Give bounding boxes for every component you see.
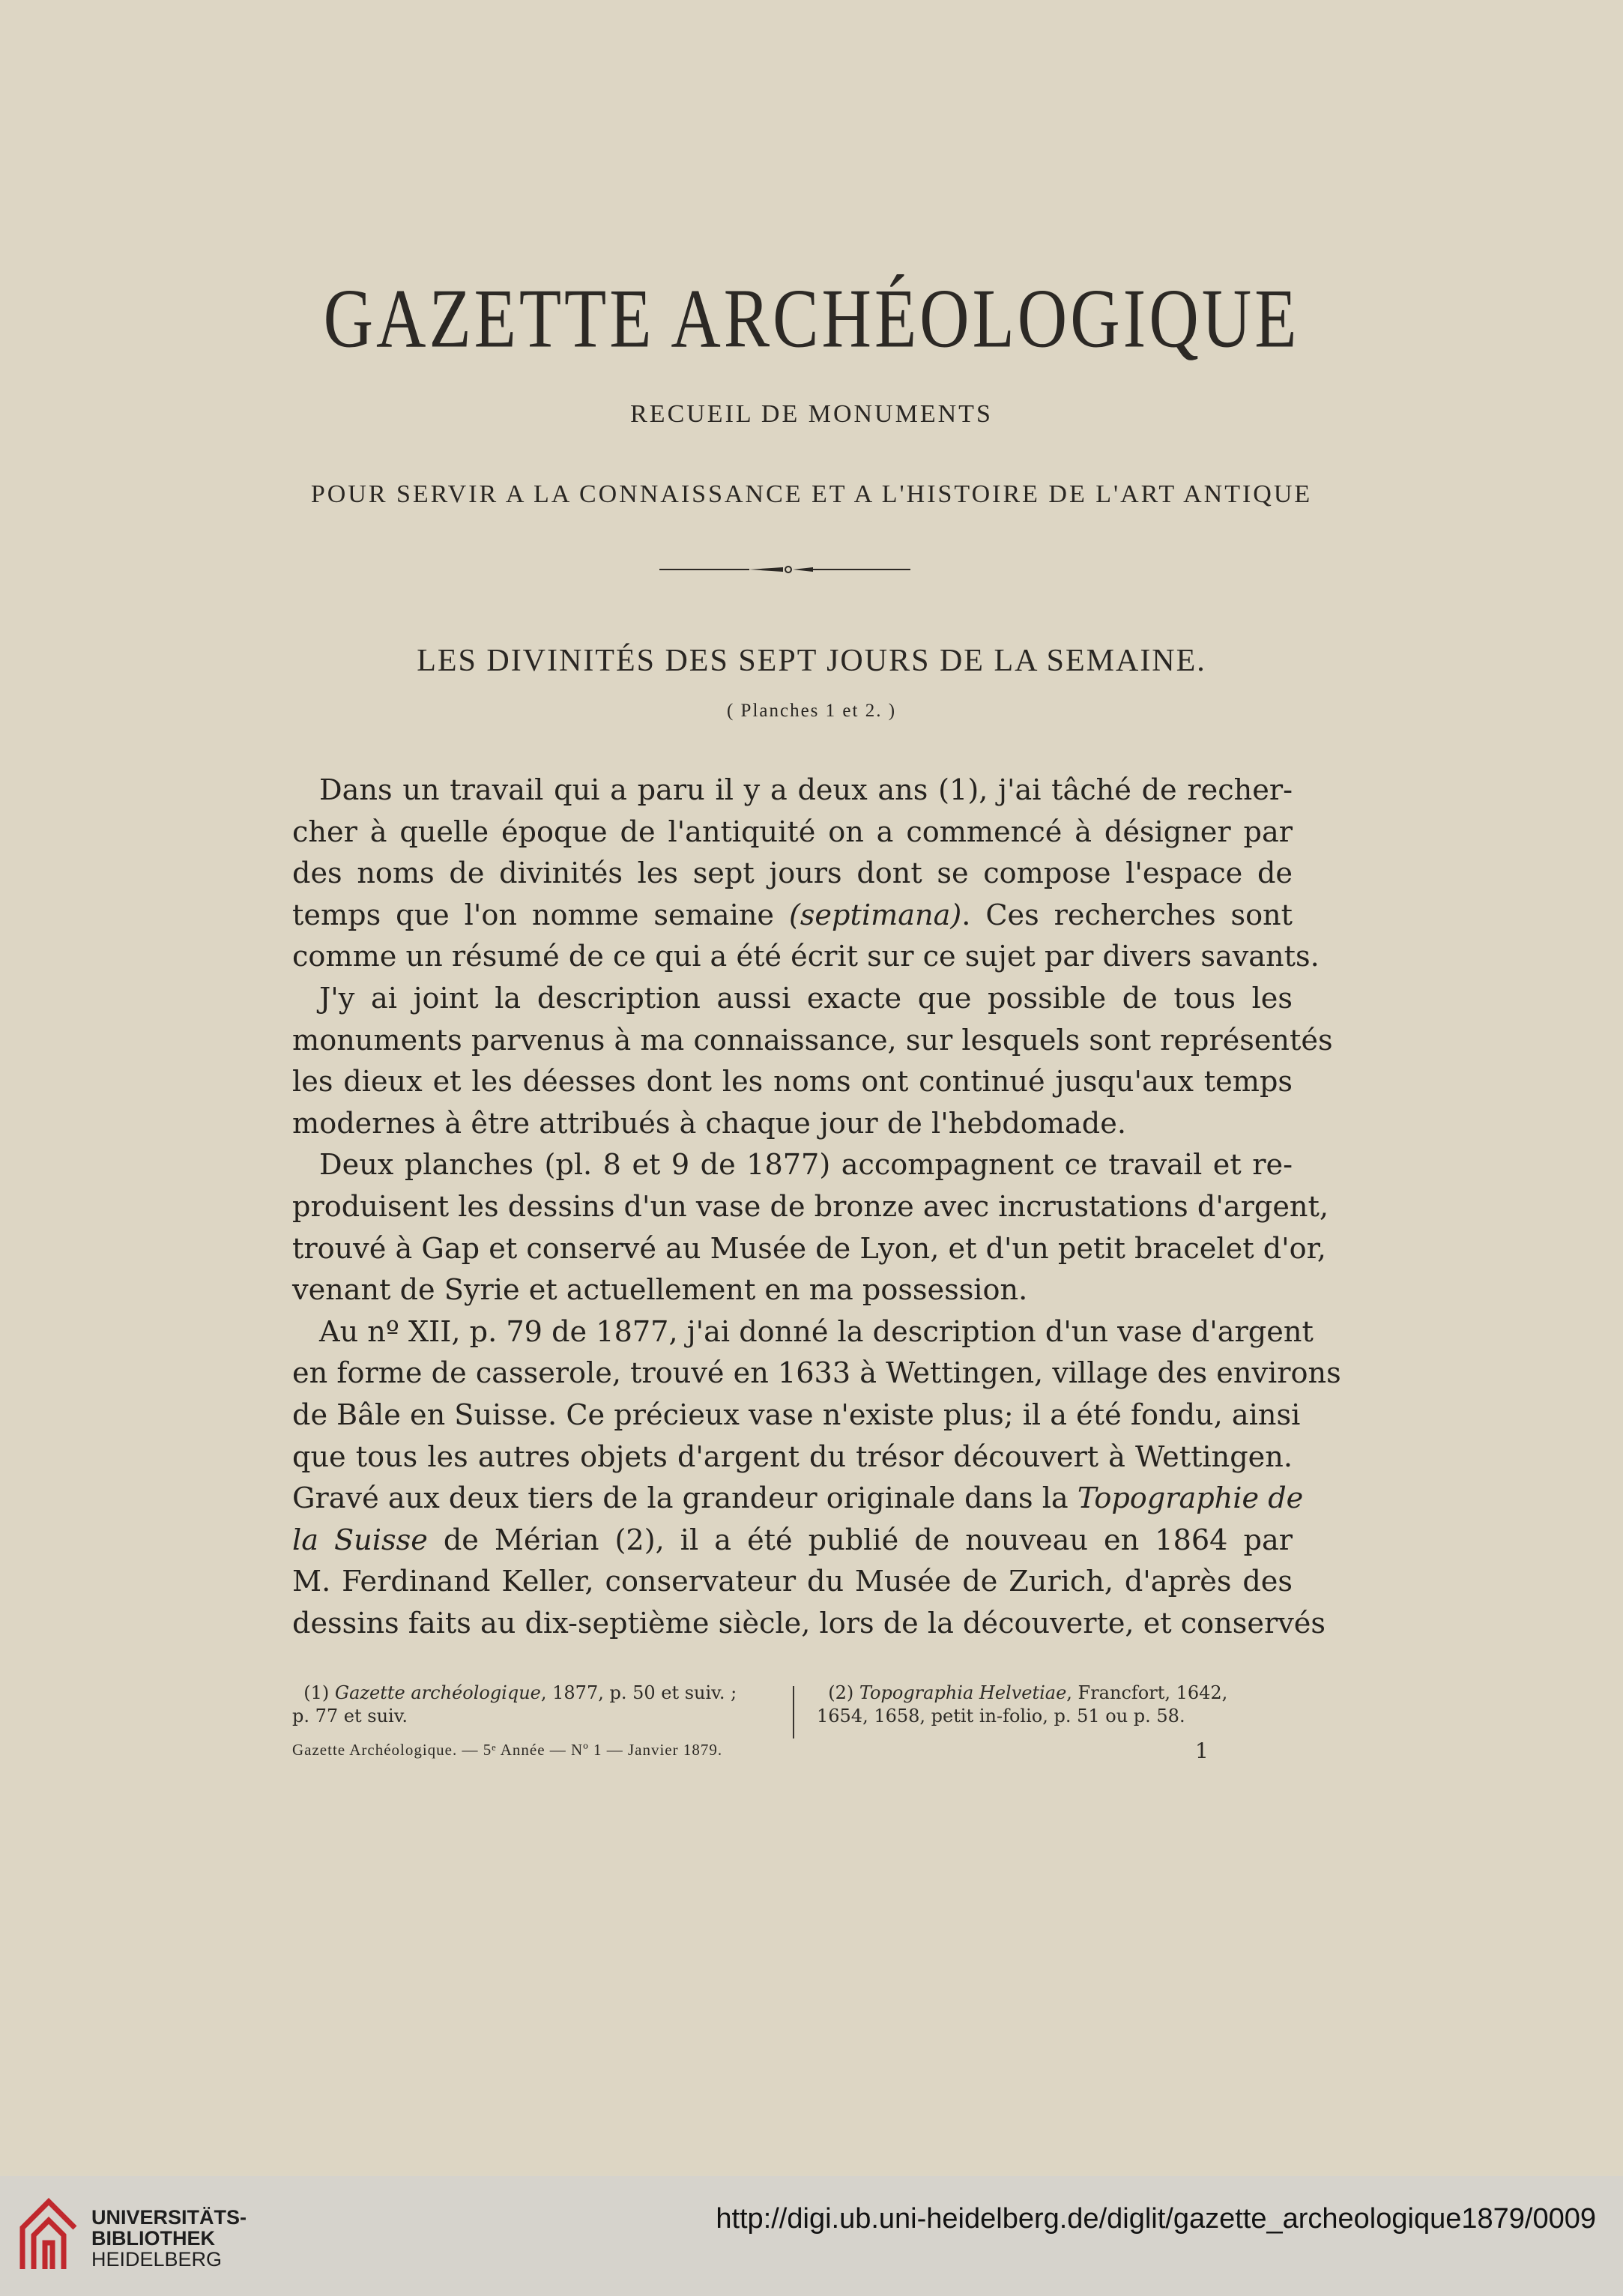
body-line: venant de Syrie et actuellement en ma possession. [292,1274,1028,1308]
library-name [91,2207,247,2270]
footnote-1-title: Gazette archéologique [334,1682,541,1703]
footnote-2-title: Topographia Helvetiae [859,1682,1067,1703]
body-line: des noms de divinités les sept jours dont se compose l'espace de [292,857,1293,891]
page-number: 1 [1195,1738,1209,1763]
footnote-1-line [292,1682,791,1705]
body-text-segment: Gravé aux deux tiers de la grandeur originale dans la [292,1482,1078,1516]
footnote-2 [817,1682,1304,1728]
library-name-line3: HEIDELBERG [91,2248,223,2271]
permalink-url[interactable]: http://digi.ub.uni-heidelberg.de/diglit/gazette_archeologique1879/0009 [716,2203,1596,2235]
body-line: produisent les dessins d'un vase de bronze avec incrustations d'argent, [292,1190,1329,1224]
body-line: monuments parvenus à ma connaissance, sur lesquels sont représentés [292,1024,1333,1057]
subtitle-recueil: RECUEIL DE MONUMENTS [630,400,993,428]
body-line: trouvé à Gap et conservé au Musée de Lyon, et d'un petit bracelet d'or, [292,1232,1326,1266]
subtitle-purpose: POUR SERVIR A LA CONNAISSANCE ET A L'HISTOIRE DE L'ART ANTIQUE [310,480,1313,508]
running-footer: Gazette Archéologique. — 5ᵉ Année — Nº 1 — Janvier 1879. [292,1741,723,1759]
footnote-1-rest: , 1877, p. 50 et suiv. ; [540,1682,737,1703]
article-title: LES DIVINITÉS DES SEPT JOURS DE LA SEMAINE. [417,644,1206,678]
body-line: les dieux et les déesses dont les noms ont continué jusqu'aux temps [292,1066,1293,1099]
italic-septimana: (septimana) [788,898,962,932]
body-line [292,1478,1304,1520]
footnotes [292,1682,1304,1741]
body-text-segment: de Mérian (2), il a été publié de nouveau en 1864 par [427,1523,1293,1557]
ornament-divider-icon [659,561,914,578]
body-text-segment: . Ces recherches sont [961,898,1293,932]
library-name-line1: UNIVERSITÄTS- [91,2206,247,2229]
body-line: cher à quelle époque de l'antiquité on a commencé à désigner par [292,815,1293,849]
library-name-line2: BIBLIOTHEK [91,2227,215,2250]
library-logo-icon [15,2194,82,2277]
footnote-1 [292,1682,791,1728]
article-body [292,770,1341,1645]
body-line: Deux planches (pl. 8 et 9 de 1877) accompagnent ce travail et re- [319,1149,1293,1182]
body-text-segment: temps que l'on nomme semaine [292,898,789,932]
italic-topographie: Topographie de [1077,1482,1304,1516]
footnote-2-line [817,1682,1304,1705]
footnote-2-rest: , Francfort, 1642, [1066,1682,1228,1703]
footnote-divider [793,1686,794,1738]
body-line: dessins faits au dix-septième siècle, lors de la découverte, et conservés [292,1607,1326,1640]
body-line: J'y ai joint la description aussi exacte que possible de tous les [319,982,1293,1015]
footnote-1-number: (1) [303,1682,330,1703]
body-line: en forme de casserole, trouvé en 1633 à Wettingen, village des environs [292,1357,1341,1391]
body-line: de Bâle en Suisse. Ce précieux vase n'existe plus; il a été fondu, ainsi [292,1398,1301,1432]
body-line: modernes à être attribués à chaque jour de l'hebdomade. [292,1107,1126,1141]
footnote-1-line-2: p. 77 et suiv. [292,1706,408,1726]
body-line [292,895,1293,937]
italic-la-suisse: la Suisse [292,1523,428,1557]
body-line: Dans un travail qui a paru il y a deux ans (1), j'ai tâché de recher- [319,774,1293,807]
planches-reference: ( Planches 1 et 2. ) [726,701,897,721]
body-line [292,1520,1293,1562]
body-line: M. Ferdinand Keller, conservateur du Musée de Zurich, d'après des [292,1565,1293,1599]
body-line: comme un résumé de ce qui a été écrit sur ce sujet par divers savants. [292,940,1320,974]
body-line: Au nº XII, p. 79 de 1877, j'ai donné la description d'un vase d'argent [319,1315,1314,1349]
masthead-title: GAZETTE ARCHÉOLOGIQUE [323,271,1300,365]
footnote-2-number: (2) [828,1682,854,1703]
footnote-2-line-2: 1654, 1658, petit in-folio, p. 51 ou p. 58. [817,1706,1185,1726]
body-line: que tous les autres objets d'argent du trésor découvert à Wettingen. [292,1440,1293,1474]
